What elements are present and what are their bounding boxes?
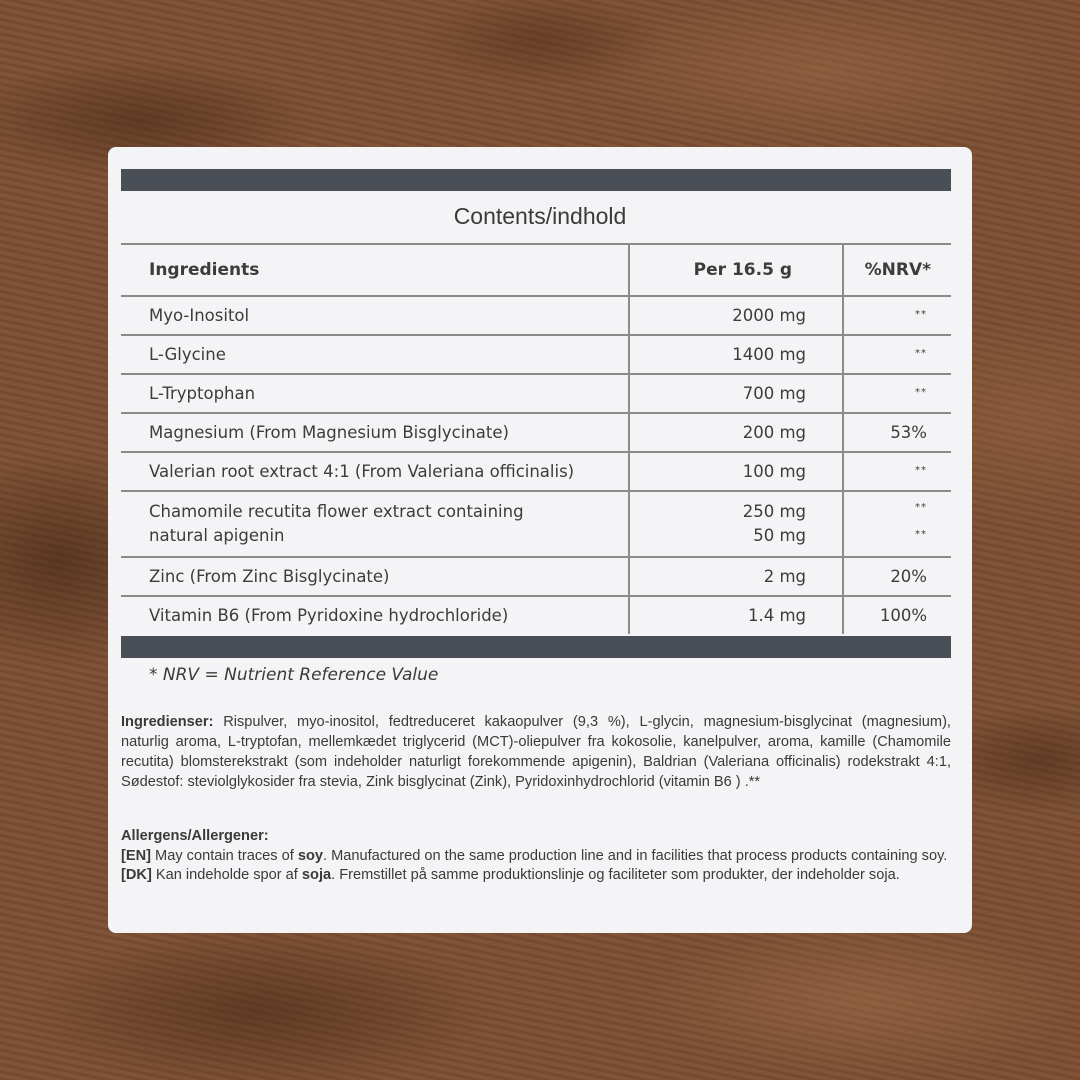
ingredient-name: L-Glycine bbox=[121, 335, 629, 374]
label-card bbox=[108, 147, 972, 933]
table-row bbox=[121, 557, 951, 596]
ingredient-name: Vitamin B6 (From Pyridoxine hydrochloride) bbox=[149, 606, 509, 625]
nrv-line: ** bbox=[915, 502, 927, 513]
table-row bbox=[121, 296, 951, 335]
ingredient-nrv: ** bbox=[843, 374, 951, 413]
ingredient-amount: 1.4 mg bbox=[629, 596, 843, 634]
ingredients-paragraph bbox=[121, 712, 951, 792]
ingredient-amount: 200 mg bbox=[629, 413, 843, 452]
ingredient-name: Zinc (From Zinc Bisglycinate) bbox=[121, 557, 629, 596]
ingredient-amount: 2000 mg bbox=[629, 296, 843, 335]
table-row bbox=[121, 596, 951, 634]
ingredients-text: Rispulver, myo-inositol, fedtreduceret kakaopulver (9,3 %), L-glycin, magnesium-bisglycinat (magnesium), naturlig aroma, L-tryptofan, mellemkædet triglycerid (MCT)-oliepulver fra kokosolie, kanelpulver, aroma, kamille (Chamomile recutita) blomsterekstrakt (som indeholder naturligt forekommende apigenin), Baldrian (Valeriana officinalis) rodekstrakt 4:1, Sødestof: steviolglykosider fra stevia, Zink bisglycinat (Zink), Pyridoxinhydrochlorid (vitamin B6 ) .** bbox=[121, 714, 951, 790]
ingredient-name-line: natural apigenin bbox=[149, 526, 285, 545]
ingredient-nrv: ** bbox=[843, 452, 951, 491]
ingredient-nrv: ** bbox=[843, 296, 951, 335]
ingredient-name: L-Tryptophan bbox=[121, 374, 629, 413]
header-per-serving: Per 16.5 g bbox=[629, 244, 843, 296]
nrv-footnote: * NRV = Nutrient Reference Value bbox=[149, 665, 439, 685]
ingredient-amount: 100 mg bbox=[629, 452, 843, 491]
ingredient-nrv: 100% bbox=[879, 606, 927, 625]
ingredient-name: Valerian root extract 4:1 (From Valeriana officinalis) bbox=[121, 452, 629, 491]
ingredient-name: Magnesium (From Magnesium Bisglycinate) bbox=[121, 413, 629, 452]
ingredient-name: Myo-Inositol bbox=[121, 296, 629, 335]
table-row bbox=[121, 335, 951, 374]
top-divider-bar bbox=[121, 169, 951, 191]
header-nrv: %NRV* bbox=[843, 244, 951, 296]
ingredient-name-line: Chamomile recutita flower extract containing bbox=[149, 502, 524, 521]
bottom-divider-bar bbox=[121, 636, 951, 658]
ingredient-amount: 2 mg bbox=[629, 557, 843, 596]
allergens-heading: Allergens/Allergener: bbox=[121, 828, 269, 844]
table-row bbox=[121, 491, 951, 557]
ingredient-nrv: 20% bbox=[843, 557, 951, 596]
ingredient-amount bbox=[629, 491, 843, 557]
header-ingredients: Ingredients bbox=[121, 244, 629, 296]
ingredient-nrv: ** bbox=[843, 335, 951, 374]
nutrition-table bbox=[121, 243, 951, 634]
ingredient-name bbox=[121, 491, 629, 557]
ingredients-label: Ingredienser: bbox=[121, 714, 214, 730]
ingredient-amount: 700 mg bbox=[629, 374, 843, 413]
ingredient-nrv: 53% bbox=[843, 413, 951, 452]
nrv-line: ** bbox=[915, 529, 927, 540]
table-row bbox=[121, 452, 951, 491]
allergen-dk: [DK] Kan indeholde spor af soja. Fremstillet på samme produktionslinje og faciliteter som produkter, der indeholder soja. bbox=[121, 867, 900, 883]
ingredient-amount-line: 250 mg bbox=[742, 502, 806, 521]
allergen-en: [EN] May contain traces of soy. Manufactured on the same production line and in facilities that process products containing soy. bbox=[121, 847, 948, 864]
table-header-row bbox=[121, 244, 951, 296]
allergens-section bbox=[121, 827, 951, 886]
ingredient-amount: 1400 mg bbox=[629, 335, 843, 374]
ingredient-nrv bbox=[843, 491, 951, 557]
contents-title: Contents/indhold bbox=[453, 203, 627, 229]
table-row bbox=[121, 413, 951, 452]
ingredient-amount-line: 50 mg bbox=[753, 526, 806, 545]
table-row bbox=[121, 374, 951, 413]
